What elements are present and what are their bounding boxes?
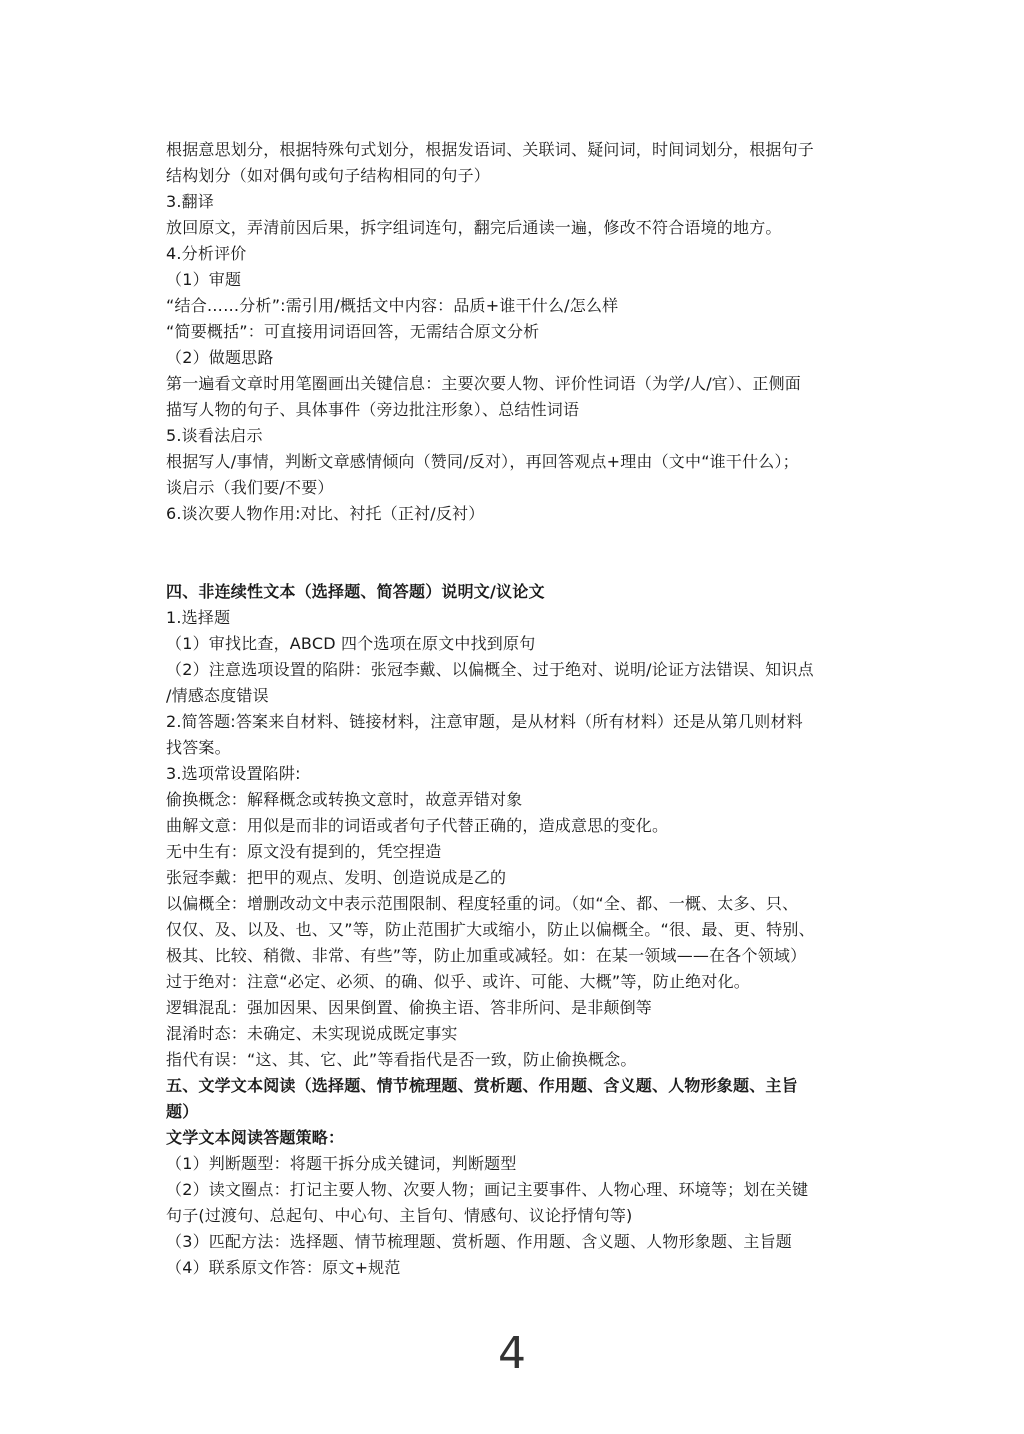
section-five-subheading: 文学文本阅读答题策略： bbox=[166, 1128, 345, 1147]
text-line: （1）审找比查，ABCD 四个选项在原文中找到原句 bbox=[166, 634, 536, 653]
text-line: 根据写人/事情，判断文章感情倾向（赞同/反对），再回答观点+理由（文中“谁干什么）； bbox=[166, 452, 799, 471]
text-line: 张冠李戴：把甲的观点、发明、创造说成是乙的 bbox=[166, 868, 507, 887]
text-line: 4.分析评价 bbox=[166, 244, 247, 263]
text-line: 3.选项常设置陷阱: bbox=[166, 764, 301, 783]
text-line: （1）判断题型：将题干拆分成关键词，判断题型 bbox=[166, 1154, 517, 1173]
section-four bbox=[166, 579, 866, 1073]
text-line: （3）匹配方法：选择题、情节梳理题、赏析题、作用题、含义题、人物形象题、主旨题 bbox=[166, 1232, 792, 1251]
text-line: （2）注意选项设置的陷阱：张冠李戴、以偏概全、过于绝对、说明/论证方法错误、知识点 bbox=[166, 660, 814, 679]
section-five-heading-cont: 题） bbox=[166, 1102, 199, 1121]
text-line: 仅仅、及、以及、也、又”等，防止范围扩大或缩小，防止以偏概全。“很、最、更、特别、 bbox=[166, 920, 815, 939]
text-line: 谈启示（我们要/不要） bbox=[166, 478, 334, 497]
text-line: 结构划分（如对偶句或句子结构相同的句子） bbox=[166, 166, 491, 185]
section-five bbox=[166, 1073, 866, 1281]
text-line: 第一遍看文章时用笔圈画出关键信息：主要次要人物、评价性词语（为学/人/官）、正侧面 bbox=[166, 374, 801, 393]
text-line: 曲解文意：用似是而非的词语或者句子代替正确的，造成意思的变化。 bbox=[166, 816, 669, 835]
section-five-heading: 五、文学文本阅读（选择题、情节梳理题、赏析题、作用题、含义题、人物形象题、主旨 bbox=[166, 1076, 798, 1095]
text-line: 3.翻译 bbox=[166, 192, 215, 211]
text-line: 无中生有：原文没有提到的，凭空捏造 bbox=[166, 842, 442, 861]
text-line: 1.选择题 bbox=[166, 608, 231, 627]
text-line: （1）审题 bbox=[166, 270, 242, 289]
text-line: /情感态度错误 bbox=[166, 686, 269, 705]
section-four-heading: 四、非连续性文本（选择题、简答题）说明文/议论文 bbox=[166, 582, 545, 601]
text-line: 句子(过渡句、总起句、中心句、主旨句、情感句、议论抒情句等) bbox=[166, 1206, 633, 1225]
text-line: 混淆时态：未确定、未实现说成既定事实 bbox=[166, 1024, 458, 1043]
text-line: 6.谈次要人物作用:对比、衬托（正衬/反衬） bbox=[166, 504, 485, 523]
text-line: “简要概括”：可直接用词语回答，无需结合原文分析 bbox=[166, 322, 540, 341]
document-body bbox=[166, 137, 866, 1281]
text-line: 描写人物的句子、具体事件（旁边批注形象）、总结性词语 bbox=[166, 400, 580, 419]
text-line: 放回原文，弄清前因后果，拆字组词连句，翻完后通读一遍，修改不符合语境的地方。 bbox=[166, 218, 782, 237]
text-line: 极其、比较、稍微、非常、有些”等，防止加重或减轻。如：在某一领域——在各个领域） bbox=[166, 946, 807, 965]
page-number: 4 bbox=[498, 1328, 526, 1379]
text-line: 逻辑混乱：强加因果、因果倒置、偷换主语、答非所问、是非颠倒等 bbox=[166, 998, 653, 1017]
text-line: 根据意思划分，根据特殊句式划分，根据发语词、关联词、疑问词，时间词划分，根据句子 bbox=[166, 140, 815, 159]
text-line: 过于绝对：注意“必定、必须、的确、似乎、或许、可能、大概”等，防止绝对化。 bbox=[166, 972, 750, 991]
text-line: “结合……分析”:需引用/概括文中内容：品质+谁干什么/怎么样 bbox=[166, 296, 619, 315]
section-spacer bbox=[166, 527, 866, 579]
text-line: （4）联系原文作答：原文+规范 bbox=[166, 1258, 401, 1277]
text-line: （2）读文圈点：打记主要人物、次要人物；画记主要事件、人物心理、环境等；划在关键 bbox=[166, 1180, 809, 1199]
text-line: 以偏概全：增删改动文中表示范围限制、程度轻重的词。（如“全、都、一概、太多、只、 bbox=[166, 894, 799, 913]
text-line: （2）做题思路 bbox=[166, 348, 274, 367]
section-a bbox=[166, 137, 866, 527]
text-line: 偷换概念：解释概念或转换文意时，故意弄错对象 bbox=[166, 790, 523, 809]
text-line: 指代有误：“这、其、它、此”等看指代是否一致，防止偷换概念。 bbox=[166, 1050, 637, 1069]
text-line: 5.谈看法启示 bbox=[166, 426, 263, 445]
text-line: 2.简答题:答案来自材料、链接材料，注意审题，是从材料（所有材料）还是从第几则材料 bbox=[166, 712, 803, 731]
text-line: 找答案。 bbox=[166, 738, 231, 757]
